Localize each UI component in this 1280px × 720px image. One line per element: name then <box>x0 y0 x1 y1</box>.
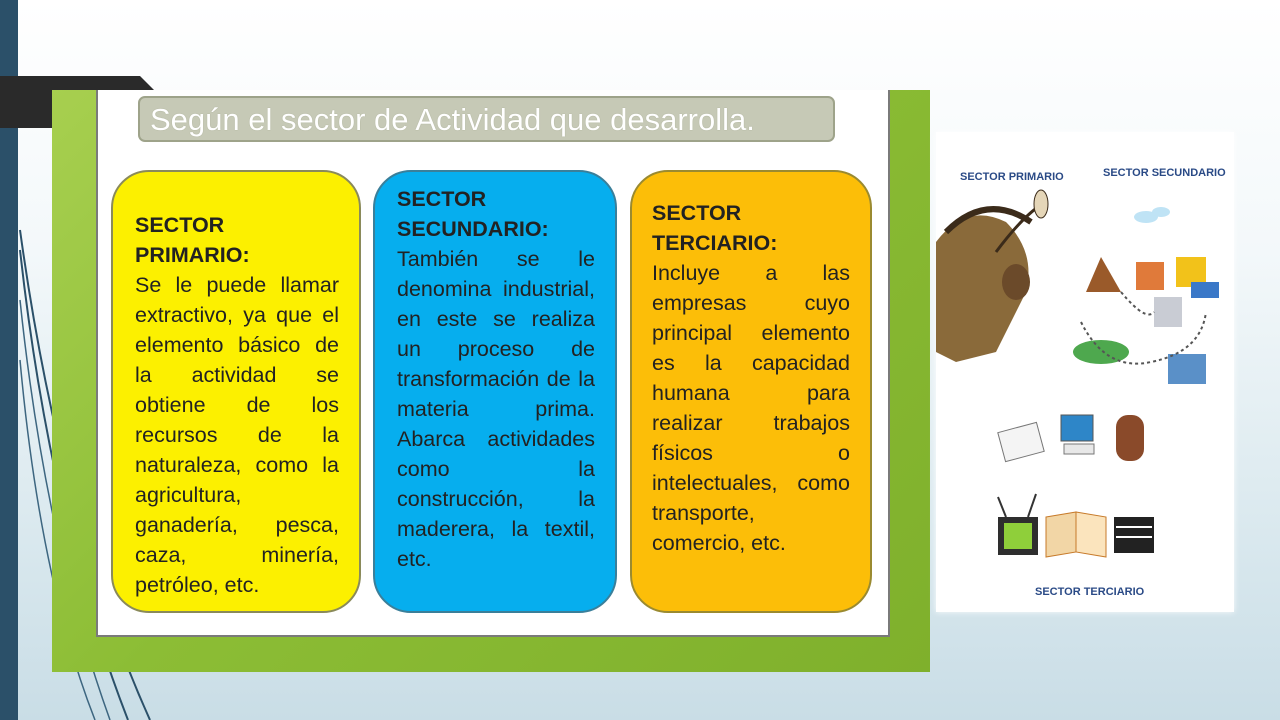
sector-terciario-text: Incluye a las empresas cuyo principal elemento es la capacidad humana para realizar trabajos físicos o intelectuales, como transporte, comercio, etc. <box>652 261 850 555</box>
economic-sectors-illustration <box>936 132 1234 612</box>
sector-secundario-text: También se le denomina industrial, en este se realiza un proceso de transformación de la materia prima. Abarca actividades como la construcción, la maderera, la textil, etc. <box>397 247 595 571</box>
label-sector-secundario: SECTOR SECUNDARIO <box>1103 167 1226 179</box>
sectors-drawing <box>936 132 1234 612</box>
sector-secundario-box <box>373 170 617 613</box>
services-icons <box>998 415 1154 557</box>
sector-terciario-box <box>630 170 872 613</box>
farmer-icon <box>936 190 1048 362</box>
sector-primario-box <box>111 170 361 613</box>
slide-title: Según el sector de Actividad que desarrolla. <box>138 96 835 142</box>
sector-primario-text: Se le puede llamar extractivo, ya que el elemento básico de la actividad se obtiene de los recursos de la naturaleza, como la agricultura, ganadería, pesca, caza, minería, petróleo, etc. <box>135 273 339 597</box>
sector-secundario-heading: SECTOR SECUNDARIO: <box>397 187 549 241</box>
label-sector-primario: SECTOR PRIMARIO <box>960 171 1064 183</box>
sector-terciario-heading: SECTOR TERCIARIO: <box>652 201 778 255</box>
label-sector-terciario: SECTOR TERCIARIO <box>1035 586 1145 598</box>
sector-primario-heading: SECTOR PRIMARIO: <box>135 213 250 267</box>
industry-icon <box>1073 207 1219 384</box>
